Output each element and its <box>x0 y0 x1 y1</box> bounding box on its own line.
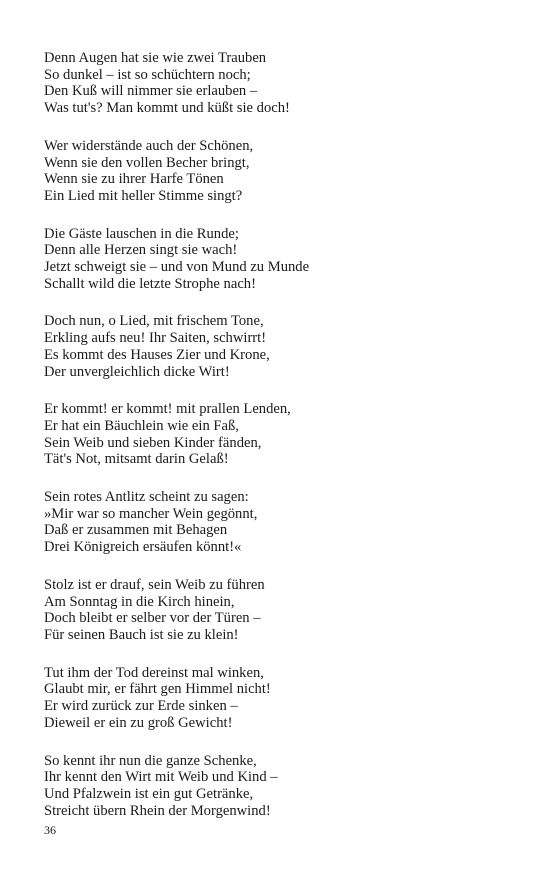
verse-line: Er wird zurück zur Erde sinken – <box>44 698 238 715</box>
verse-line: Jetzt schweigt sie – und von Mund zu Munde <box>44 259 310 276</box>
verse-line: Glaubt mir, er fährt gen Himmel nicht! <box>44 681 271 698</box>
stanza <box>44 226 514 293</box>
stanza <box>44 753 514 820</box>
verse-line: Drei Königreich ersäufen könnt!« <box>44 539 242 556</box>
verse-line: Wenn sie den vollen Becher bringt, <box>44 154 250 171</box>
stanza <box>44 489 514 556</box>
verse-line: Es kommt des Hauses Zier und Krone, <box>44 346 270 363</box>
stanza <box>44 138 514 205</box>
verse-line: Wenn sie zu ihrer Harfe Tönen <box>44 171 224 188</box>
verse-line: Stolz ist er drauf, sein Weib zu führen <box>44 576 265 593</box>
verse-line: Streicht übern Rhein der Morgenwind! <box>44 802 271 819</box>
verse-line: Was tut's? Man kommt und küßt sie doch! <box>44 100 290 117</box>
verse-line: Tut ihm der Tod dereinst mal winken, <box>44 664 264 681</box>
verse-line: Den Kuß will nimmer sie erlauben – <box>44 83 258 100</box>
verse-line: »Mir war so mancher Wein gegönnt, <box>44 505 258 522</box>
verse-line: Wer widerstände auch der Schönen, <box>44 137 254 154</box>
verse-line: Sein Weib und sieben Kinder fänden, <box>44 434 262 451</box>
verse-line: So dunkel – ist so schüchtern noch; <box>44 66 251 83</box>
stanza <box>44 577 514 644</box>
poem-page <box>44 50 514 840</box>
stanza <box>44 665 514 732</box>
stanza <box>44 313 514 380</box>
stanza <box>44 401 514 468</box>
verse-line: Tät's Not, mitsamt darin Gelaß! <box>44 451 229 468</box>
verse-line: Er hat ein Bäuchlein wie ein Faß, <box>44 417 239 434</box>
stanza <box>44 50 514 117</box>
verse-line: Denn alle Herzen singt sie wach! <box>44 242 238 259</box>
verse-line: Sein rotes Antlitz scheint zu sagen: <box>44 489 249 506</box>
verse-line: Und Pfalzwein ist ein gut Getränke, <box>44 785 254 802</box>
verse-line: Der unvergleichlich dicke Wirt! <box>44 363 230 380</box>
verse-line: Denn Augen hat sie wie zwei Trauben <box>44 50 267 66</box>
verse-line: Daß er zusammen mit Behagen <box>44 522 228 539</box>
verse-line: Doch nun, o Lied, mit frischem Tone, <box>44 313 264 330</box>
verse-line: Die Gäste lauschen in die Runde; <box>44 225 239 242</box>
verse-line: So kennt ihr nun die ganze Schenke, <box>44 752 257 769</box>
verse-line: Schallt wild die letzte Strophe nach! <box>44 275 256 292</box>
verse-line: Er kommt! er kommt! mit prallen Lenden, <box>44 401 291 418</box>
verse-line: Ihr kennt den Wirt mit Weib und Kind – <box>44 769 278 786</box>
verse-line: Für seinen Bauch ist sie zu klein! <box>44 626 239 643</box>
verse-line: Dieweil er ein zu groß Gewicht! <box>44 714 233 731</box>
verse-line: Doch bleibt er selber vor der Türen – <box>44 610 261 627</box>
verse-line: Ein Lied mit heller Stimme singt? <box>44 187 243 204</box>
verse-line: Am Sonntag in die Kirch hinein, <box>44 593 235 610</box>
verse-line: Erkling aufs neu! Ihr Saiten, schwirrt! <box>44 330 267 347</box>
page-number: 36 <box>44 823 56 837</box>
